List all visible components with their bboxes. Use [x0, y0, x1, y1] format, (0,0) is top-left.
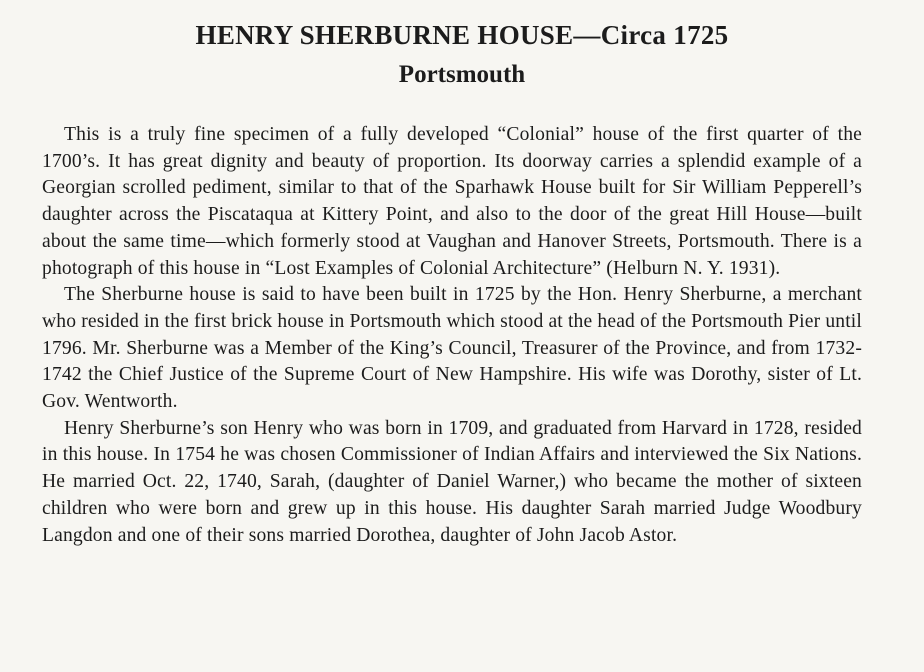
paragraph-1: This is a truly fine specimen of a fully developed “Colonial” house of the first quarter of the 1700’s. It has great dignity and beauty of proportion. Its doorway carries a splendid example of a Georgian scrolled pediment, similar to that of the Sparhawk House built for Sir William Pepperell’s daughter across the Piscataqua at Kittery Point, and also to the door of the great Hill House—built about the same time—which formerly stood at Vaughan and Hanover Streets, Portsmouth. There is a photograph of this house in “Lost Examples of Colonial Architecture” (Helburn N. Y. 1931).	[42, 124, 862, 279]
page-title: HENRY SHERBURNE HOUSE—Circa 1725	[195, 20, 729, 50]
paragraph-3: Henry Sherburne’s son Henry who was born in 1709, and graduated from Harvard in 1728, resided in this house. In 1754 he was chosen Commissioner of Indian Affairs and interviewed the Six Nations. He married Oct. 22, 1740, Sarah, (daughter of Daniel Warner,) who became the mother of sixteen children who were born and grew up in this house. His daughter Sarah married Judge Woodbury Langdon and one of their sons married Dorothea, daughter of John Jacob Astor.	[42, 417, 862, 546]
body-text	[42, 122, 862, 549]
page-subtitle: Portsmouth	[398, 61, 526, 88]
paragraph-2: The Sherburne house is said to have been built in 1725 by the Hon. Henry Sherburne, a merchant who resided in the first brick house in Portsmouth which stood at the head of the Portsmouth Pier until 1796. Mr. Sherburne was a Member of the King’s Council, Treasurer of the Province, and from 1732-1742 the Chief Justice of the Supreme Court of New Hampshire. His wife was Dorothy, sister of Lt. Gov. Wentworth.	[42, 284, 862, 413]
